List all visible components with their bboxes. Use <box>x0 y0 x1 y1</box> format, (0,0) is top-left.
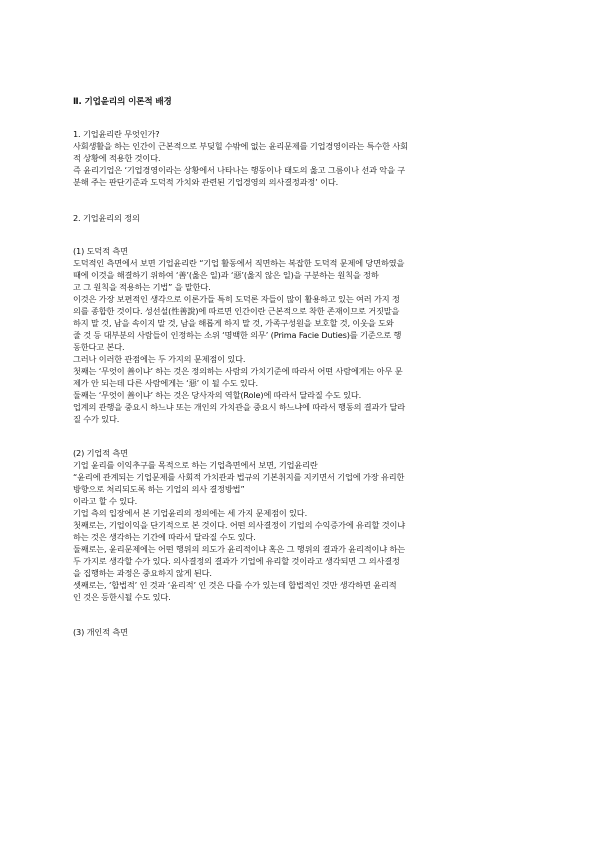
paragraph-line: 방향으로 처리되도록 하는 기업의 의사 결정방법” <box>73 484 245 494</box>
paragraph-line: 제가 안 되는데 다른 사람에게는 ‘惡’ 이 될 수도 있다. <box>73 378 258 388</box>
paragraph-line: “윤리에 관계되는 기업문제를 사회적 가치관과 법규의 기본취지를 지키면서 기업에 가장 유리한 <box>73 472 405 482</box>
paragraph-line: 셋째로는, ‘합법적’ 인 것과 ‘윤리적’ 인 것은 다를 수가 있는데 합법적인 것만 생각하면 윤리적 <box>73 580 397 590</box>
paragraph-line: 업계의 관행을 중요시 하느냐 또는 개인의 가치관을 중요시 하느냐에 따라서 행동의 결과가 달라 <box>73 402 406 412</box>
paragraph-line: 이라고 할 수 있다. <box>73 496 138 506</box>
paragraph-line: 둘째는 ‘무엇이 善이냐’ 하는 것은 당사자의 역할(Role)에 따라서 달라질 수도 있다. <box>73 390 362 400</box>
question-1-heading: 1. 기업윤리란 무엇인가? <box>73 129 160 139</box>
paragraph-line: 기업 측의 입장에서 본 기업윤리의 정의에는 세 가지 문제점이 있다. <box>73 508 308 518</box>
subsection-2-heading: (2) 기업적 측면 <box>73 448 128 458</box>
paragraph-line: 사회생활을 하는 인간이 근본적으로 부딪힐 수밖에 없는 윤리문제를 기업경영이라는 특수한 사회 <box>73 141 408 151</box>
paragraph-line: 의를 종합한 것이다. 성선설(性善說)에 따르면 인간이란 근본적으로 착한 존재이므로 거짓말을 <box>73 306 400 316</box>
paragraph-line: 고 그 원칙을 적용하는 기법” 을 말한다. <box>73 282 211 292</box>
paragraph-line: 첫째는 ‘무엇이 善이냐’ 하는 것은 정의하는 사람의 가치기준에 따라서 어떤 사람에게는 아무 문 <box>73 366 403 376</box>
subsection-3-heading: (3) 개인적 측면 <box>73 627 128 637</box>
paragraph-line: 즉 윤리기업은 ‘기업경영이라는 상황에서 나타나는 행동이나 태도의 옳고 그름이나 선과 악을 구 <box>73 165 406 175</box>
paragraph-line: 인 것은 등한시될 수도 있다. <box>73 592 171 602</box>
paragraph-line: 이것은 가장 보편적인 생각으로 이론가들 특히 도덕론 자들이 많이 활용하고 있는 여러 가지 정 <box>73 294 400 304</box>
paragraph-line: 질 수가 있다. <box>73 414 120 424</box>
paragraph-line: 분해 주는 판단기준과 도덕적 가치와 관련된 기업경영의 의사결정과정’ 이다. <box>73 177 339 187</box>
paragraph-line: 첫째로는, 기업이익을 단기적으로 본 것이다. 어떤 의사결정이 기업의 수익증가에 유리할 것이냐 <box>73 520 406 530</box>
paragraph-line: 때에 이것을 해결하기 위하여 ‘善’(옳은 일)과 ‘惡’(옳지 않은 일)을 구분하는 원칙을 정하 <box>73 270 379 280</box>
question-2-heading: 2. 기업윤리의 정의 <box>73 213 140 223</box>
paragraph-line: 을 집행하는 과정은 중요하지 않게 된다. <box>73 568 212 578</box>
paragraph-line: 하는 것은 생각하는 기간에 따라서 달라질 수도 있다. <box>73 532 256 542</box>
paragraph-line: 적 상황에 적용한 것이다. <box>73 153 161 163</box>
paragraph-line: 하지 말 것, 남을 속이지 말 것, 남을 해롭게 하지 말 것, 가족구성원을 보호할 것, 이웃을 도와 <box>73 318 394 328</box>
paragraph-line: 기업 윤리를 이익추구를 목적으로 하는 기업측면에서 보면, 기업윤리란 <box>73 460 318 470</box>
paragraph-line: 둘째로는, 윤리문제에는 어떤 행위의 의도가 윤리적이냐 혹은 그 행위의 결과가 윤리적이냐 하는 <box>73 544 406 554</box>
paragraph-line: 두 가지로 생각할 수가 있다. 의사결정의 결과가 기업에 유리할 것이라고 생각되면 그 의사결정 <box>73 556 400 566</box>
paragraph-line: 도덕적인 측면에서 보면 기업윤리란 “기업 활동에서 직면하는 복잡한 도덕적 문제에 당면하였을 <box>73 258 405 268</box>
paragraph-line: 줄 것 등 대부분의 사람들이 인정하는 소위 ‘명백한 의무’ (Prima Facie Duties)를 기준으로 행 <box>73 330 402 340</box>
paragraph-line: 그러나 이러한 관점에는 두 가지의 문제점이 있다. <box>73 354 246 364</box>
section-title: Ⅱ. 기업윤리의 이론적 배경 <box>73 97 172 107</box>
paragraph-line: 동한다고 본다. <box>73 342 125 352</box>
subsection-1-heading: (1) 도덕적 측면 <box>73 246 128 256</box>
